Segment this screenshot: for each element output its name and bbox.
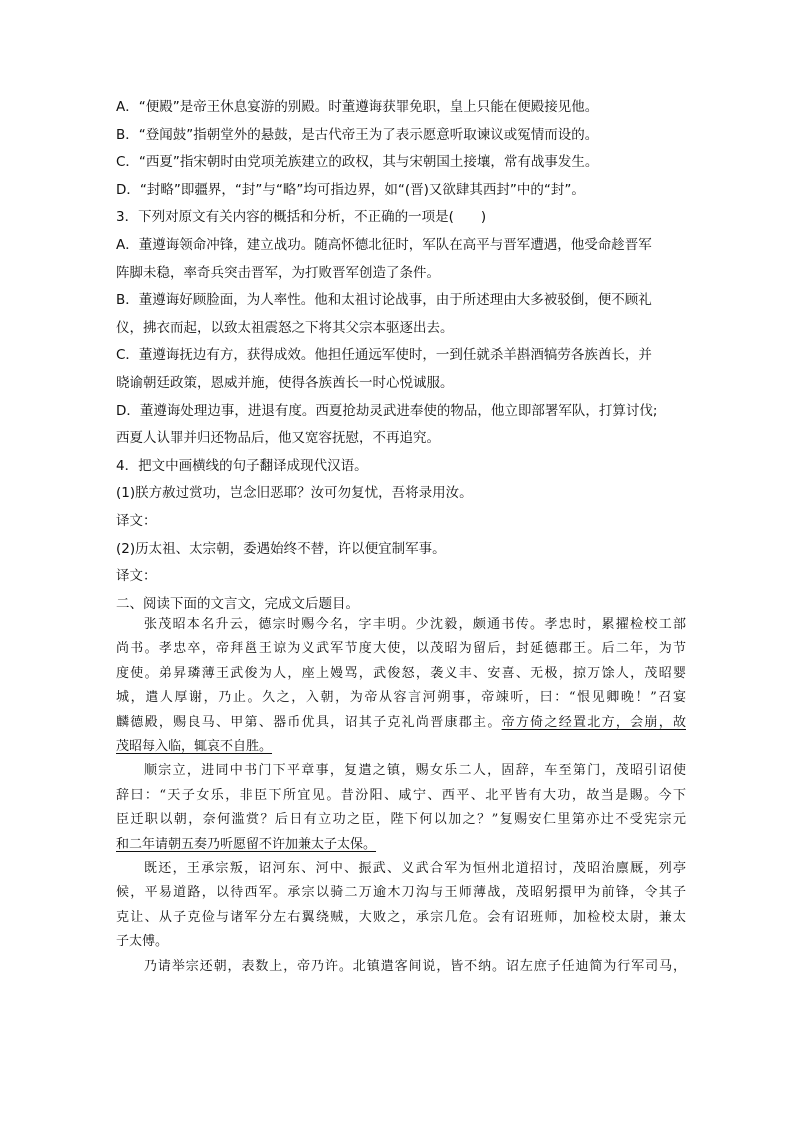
underlined-sentence: 帝方倚之经置北方，会崩，故 <box>501 714 686 730</box>
q3-option-d-line-1: D．董遵诲处理边事，进退有度。西夏抢劫灵武进奉使的物品，他立即部署军队，打算讨伐; <box>116 402 658 419</box>
passage-line: 顺宗立，进同中书门下平章事，复遣之镇，赐女乐二人，固辞，车至第门，茂昭引诏使 <box>144 763 686 779</box>
passage-text: 麟德殿，赐良马、甲第、器币优具，诏其子克礼尚晋康郡主。 <box>116 714 502 730</box>
classical-passage <box>116 613 686 979</box>
option-d: D．“封略”即疆界，“封”与“略”均可指边界，如“(晋)又欲肆其西封”中的“封”。 <box>116 181 585 198</box>
q4-translation-label-2: 译文： <box>116 568 157 585</box>
passage-line: 张茂昭本名升云，德宗时赐今名，字丰明。少沈毅，颇通书传。孝忠时，累擢检校工部 <box>144 617 686 632</box>
passage-paragraph-3 <box>116 857 686 955</box>
passage-line: 候，平易道路，以待西军。承宗以骑二万逾木刀沟与王师薄战，茂昭躬擐甲为前锋，令其子 <box>116 885 686 901</box>
q3-option-b-line-2: 仪，拂衣而起，以致太祖震怒之下将其父宗本驱逐出去。 <box>116 319 454 336</box>
passage-line <box>116 735 686 759</box>
section-2-heading: 二、阅读下面的文言文，完成文后题目。 <box>116 595 359 612</box>
underlined-sentence: 和二年请朝五奏乃听愿留不许加兼太子太保。 <box>116 836 377 852</box>
question-4-stem: 4．把文中画横线的句子翻译成现代汉语。 <box>116 457 368 474</box>
passage-paragraph-2 <box>116 759 686 857</box>
passage-line <box>116 711 686 735</box>
passage-line <box>116 833 686 857</box>
passage-line: 既还，王承宗叛，诏河东、河中、振武、义武合军为恒州北道招讨，茂昭治廪厩，列亭 <box>144 861 686 877</box>
passage-line: 乃请举宗还朝，表数上，帝乃许。北镇遣客间说，皆不纳。诏左庶子任迪简为行军司马， <box>144 958 686 974</box>
option-c: C．“西夏”指宋朝时由党项羌族建立的政权，其与宋朝国土接壤，常有战事发生。 <box>116 154 599 171</box>
passage-line: 度使。弟昇璘薄王武俊为人，座上嫚骂，武俊怒，袭义丰、安喜、无极，掠万馀人，茂昭婴 <box>116 665 686 681</box>
q3-option-d-line-2: 西夏人认罪并归还物品后，他又宽容抚慰，不再追究。 <box>116 430 440 447</box>
passage-paragraph-4 <box>116 955 686 979</box>
question-section <box>116 94 686 618</box>
passage-line: 子太傅。 <box>116 934 169 950</box>
passage-line: 城，遣人厚谢，乃止。久之，入朝，为帝从容言河朔事，帝竦听，曰：“恨见卿晚！”召宴 <box>116 690 686 706</box>
q4-sentence-1: (1)朕方赦过赏功，岂念旧恶耶？汝可勿复忧，吾将录用汝。 <box>116 485 473 502</box>
q3-option-b-line-1: B．董遵诲好顾脸面，为人率性。他和太祖讨论战事，由于所述理由大多被驳倒，便不顾礼 <box>116 292 652 309</box>
passage-line: 辞曰：“天子女乐，非臣下所宜见。昔汾阳、咸宁、西平、北平皆有大功，故当是賜。今下 <box>116 787 686 803</box>
q3-option-c-line-2: 晓谕朝廷政策，恩威并施，使得各族酋长一时心悦诚服。 <box>116 374 454 391</box>
q3-option-a-line-2: 阵脚未稳，率奇兵突击晋军，为打败晋军创造了条件。 <box>116 264 440 281</box>
q4-sentence-2: (2)历太祖、太宗朝，委遇始终不替，许以便宜制军事。 <box>116 540 446 557</box>
passage-line: 尚书。孝忠卒，帝拜邕王谅为义武军节度大使，以茂昭为留后，封延德郡王。后二年，为节 <box>116 641 686 657</box>
passage-line: 臣迁职以朝，奈何滥赏？后日有立功之臣，陛下何以加之？”复赐安仁里第亦辻不受宪宗元 <box>116 812 686 828</box>
question-3-stem: 3．下列对原文有关内容的概括和分析，不正确的一项是( ) <box>116 209 487 226</box>
passage-line: 克让、从子克俭与诸军分左右翼绕贼，大败之，承宗几危。会有诏班师，加检校太尉，兼太 <box>116 909 686 925</box>
option-b: B．“登闻鼓”指朝堂外的悬鼓，是古代帝王为了表示愿意听取谏议或冤情而设的。 <box>116 126 599 143</box>
underlined-sentence: 茂昭每入临，辄哀不自胜。 <box>116 739 273 755</box>
passage-paragraph-1 <box>116 613 686 759</box>
q3-option-a-line-1: A．董遵诲领命冲锋，建立战功。随高怀德北征时，军队在高平与晋军遭遇，他受命趁晋军 <box>116 236 652 253</box>
q4-translation-label-1: 译文： <box>116 512 157 529</box>
q3-option-c-line-1: C．董遵诲抚边有方，获得成效。他担任通远军使时，一到任就杀羊斟酒犒劳各族酋长，并 <box>116 347 652 364</box>
option-a: A．“便殿”是帝王休息宴游的别殿。时董遵诲获罪免职，皇上只能在便殿接见他。 <box>116 99 599 115</box>
